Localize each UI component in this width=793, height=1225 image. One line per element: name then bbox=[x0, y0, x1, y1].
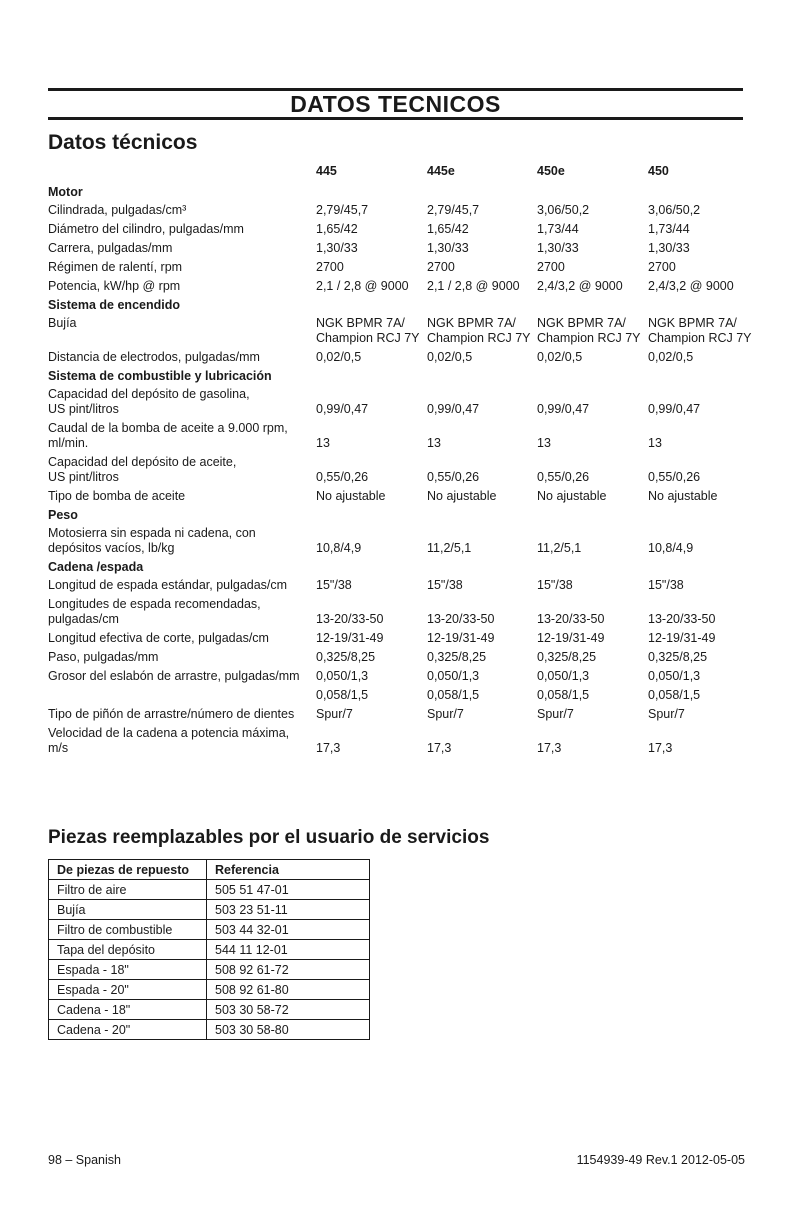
spec-value: 13 bbox=[427, 436, 441, 450]
table-row bbox=[49, 980, 370, 1000]
part-number: 503 30 58-72 bbox=[207, 1000, 370, 1020]
spec-row bbox=[48, 726, 768, 756]
part-name: Espada - 20" bbox=[49, 980, 207, 1000]
spec-row bbox=[48, 526, 768, 556]
part-number: 503 44 32-01 bbox=[207, 920, 370, 940]
spec-value: 0,325/8,25 bbox=[316, 650, 376, 664]
spec-value: 13 bbox=[316, 436, 330, 450]
spec-value: 12-19/31-49 bbox=[648, 631, 716, 645]
section-title-specs: Datos técnicos bbox=[48, 131, 198, 154]
spec-value: 0,050/1,3 bbox=[316, 669, 369, 683]
spec-value: 15"/38 bbox=[427, 578, 463, 592]
spec-row bbox=[48, 455, 768, 485]
spec-row bbox=[48, 350, 768, 365]
section-label: Peso bbox=[48, 508, 78, 522]
part-number: 508 92 61-80 bbox=[207, 980, 370, 1000]
spec-value: 1,65/42 bbox=[427, 222, 469, 236]
spec-value: 1,30/33 bbox=[316, 241, 358, 255]
spec-row bbox=[48, 631, 768, 646]
spec-value: 17,3 bbox=[648, 741, 673, 755]
spec-label: Longitudes de espada recomendadas, pulgadas/cm bbox=[48, 597, 261, 626]
spec-label: Longitud de espada estándar, pulgadas/cm bbox=[48, 578, 288, 592]
spec-value: 13-20/33-50 bbox=[648, 612, 716, 626]
spec-label: Paso, pulgadas/mm bbox=[48, 650, 159, 664]
spec-value: 17,3 bbox=[316, 741, 341, 755]
spec-value: 1,65/42 bbox=[316, 222, 358, 236]
part-number: 544 11 12-01 bbox=[207, 940, 370, 960]
spec-value: 3,06/50,2 bbox=[648, 203, 701, 217]
page-number: 98 – Spanish bbox=[48, 1153, 121, 1167]
spec-value: 0,325/8,25 bbox=[537, 650, 597, 664]
spec-value: 2,1 / 2,8 @ 9000 bbox=[316, 279, 409, 293]
spec-value: 0,058/1,5 bbox=[648, 688, 701, 702]
spec-label: Longitud efectiva de corte, pulgadas/cm bbox=[48, 631, 269, 645]
part-name: Cadena - 20" bbox=[49, 1020, 207, 1040]
spec-value: 2,79/45,7 bbox=[427, 203, 480, 217]
spec-label: Grosor del eslabón de arrastre, pulgadas/mm bbox=[48, 669, 300, 683]
spec-section-heading bbox=[48, 185, 768, 200]
part-number: 508 92 61-72 bbox=[207, 960, 370, 980]
spec-row bbox=[48, 707, 768, 722]
table-row bbox=[49, 880, 370, 900]
spec-label: Bujía bbox=[48, 316, 77, 330]
spec-value: 11,2/5,1 bbox=[537, 541, 582, 555]
spec-value: 2700 bbox=[537, 260, 565, 274]
spec-row bbox=[48, 387, 768, 417]
spec-section-heading bbox=[48, 508, 768, 523]
spec-value: 0,058/1,5 bbox=[427, 688, 480, 702]
spec-value: 13-20/33-50 bbox=[427, 612, 495, 626]
spec-value: 17,3 bbox=[427, 741, 452, 755]
spec-value: 0,050/1,3 bbox=[648, 669, 701, 683]
spec-value: Spur/7 bbox=[427, 707, 464, 721]
spec-row bbox=[48, 650, 768, 665]
spec-label: Capacidad del depósito de gasolina, US pint/litros bbox=[48, 387, 250, 416]
spec-section-heading bbox=[48, 298, 768, 313]
spec-label: Velocidad de la cadena a potencia máxima, m/s bbox=[48, 726, 290, 755]
table-row bbox=[49, 1020, 370, 1040]
model-name: 445e bbox=[427, 164, 455, 178]
spec-value: 15"/38 bbox=[648, 578, 684, 592]
spec-value: 2,4/3,2 @ 9000 bbox=[537, 279, 623, 293]
section-label: Motor bbox=[48, 185, 83, 199]
spec-row bbox=[48, 669, 768, 684]
spec-value: NGK BPMR 7A/ Champion RCJ 7Y bbox=[316, 316, 420, 345]
table-row bbox=[49, 960, 370, 980]
spec-value: 0,55/0,26 bbox=[537, 470, 590, 484]
spec-value: 0,55/0,26 bbox=[648, 470, 701, 484]
spec-value: 2700 bbox=[648, 260, 676, 274]
spec-value: No ajustable bbox=[648, 489, 718, 503]
spec-row bbox=[48, 279, 768, 294]
table-row bbox=[49, 940, 370, 960]
spec-value: 2,79/45,7 bbox=[316, 203, 369, 217]
part-number: 503 23 51-11 bbox=[207, 900, 370, 920]
spec-label: Caudal de la bomba de aceite a 9.000 rpm, ml/min. bbox=[48, 421, 288, 450]
spec-value: 15"/38 bbox=[316, 578, 352, 592]
spec-value: 0,99/0,47 bbox=[316, 402, 369, 416]
spec-value: Spur/7 bbox=[537, 707, 574, 721]
spec-row bbox=[48, 597, 768, 627]
parts-table bbox=[48, 859, 370, 1040]
model-header-row bbox=[48, 162, 768, 179]
part-number: 503 30 58-80 bbox=[207, 1020, 370, 1040]
spec-row bbox=[48, 241, 768, 256]
spec-value: 17,3 bbox=[537, 741, 562, 755]
spec-value: 1,30/33 bbox=[427, 241, 469, 255]
model-name: 450 bbox=[648, 164, 669, 178]
part-name: Filtro de aire bbox=[49, 880, 207, 900]
spec-label: Capacidad del depósito de aceite, US pint/litros bbox=[48, 455, 237, 484]
spec-value: 2,1 / 2,8 @ 9000 bbox=[427, 279, 520, 293]
spec-value: Spur/7 bbox=[316, 707, 353, 721]
spec-value: 1,73/44 bbox=[648, 222, 690, 236]
spec-value: 13 bbox=[648, 436, 662, 450]
spec-value: 2700 bbox=[316, 260, 344, 274]
spec-value: 0,050/1,3 bbox=[537, 669, 590, 683]
spec-value: 12-19/31-49 bbox=[537, 631, 605, 645]
spec-value: 0,02/0,5 bbox=[316, 350, 362, 364]
spec-value: 1,73/44 bbox=[537, 222, 579, 236]
spec-value: 13-20/33-50 bbox=[316, 612, 384, 626]
spec-row bbox=[48, 260, 768, 275]
spec-value: 0,55/0,26 bbox=[427, 470, 480, 484]
spec-value: 13 bbox=[537, 436, 551, 450]
part-name: Filtro de combustible bbox=[49, 920, 207, 940]
section-label: Cadena /espada bbox=[48, 560, 144, 574]
spec-value: 0,02/0,5 bbox=[427, 350, 473, 364]
column-header: De piezas de repuesto bbox=[49, 860, 207, 880]
section-title-parts: Piezas reemplazables por el usuario de servicios bbox=[48, 827, 490, 848]
specs-table bbox=[48, 162, 768, 760]
spec-row bbox=[48, 489, 768, 504]
spec-value: 0,99/0,47 bbox=[537, 402, 590, 416]
spec-label: Potencia, kW/hp @ rpm bbox=[48, 279, 181, 293]
page-title: DATOS TECNICOS bbox=[290, 91, 501, 117]
spec-value: 3,06/50,2 bbox=[537, 203, 590, 217]
column-header: Referencia bbox=[207, 860, 370, 880]
model-name: 445 bbox=[316, 164, 337, 178]
table-row bbox=[49, 900, 370, 920]
spec-value: 0,55/0,26 bbox=[316, 470, 369, 484]
part-name: Bujía bbox=[49, 900, 207, 920]
spec-row bbox=[48, 578, 768, 593]
spec-value: 1,30/33 bbox=[648, 241, 690, 255]
model-name: 450e bbox=[537, 164, 565, 178]
spec-value: 0,325/8,25 bbox=[427, 650, 487, 664]
spec-value: 12-19/31-49 bbox=[316, 631, 384, 645]
spec-value: 0,050/1,3 bbox=[427, 669, 480, 683]
spec-value: 13-20/33-50 bbox=[537, 612, 605, 626]
spec-value: 2700 bbox=[427, 260, 455, 274]
spec-value: 0,02/0,5 bbox=[648, 350, 694, 364]
spec-row bbox=[48, 421, 768, 451]
spec-value: NGK BPMR 7A/ Champion RCJ 7Y bbox=[537, 316, 641, 345]
spec-value: 0,02/0,5 bbox=[537, 350, 583, 364]
spec-label: Tipo de piñón de arrastre/número de dientes bbox=[48, 707, 295, 721]
spec-value: NGK BPMR 7A/ Champion RCJ 7Y bbox=[648, 316, 752, 345]
spec-value: 12-19/31-49 bbox=[427, 631, 495, 645]
parts-header-row bbox=[49, 860, 370, 880]
spec-section-heading bbox=[48, 560, 768, 575]
spec-value: No ajustable bbox=[537, 489, 607, 503]
spec-value: Spur/7 bbox=[648, 707, 685, 721]
spec-value: No ajustable bbox=[316, 489, 386, 503]
spec-value: 11,2/5,1 bbox=[427, 541, 472, 555]
header-rule-bottom bbox=[48, 117, 743, 120]
spec-label: Motosierra sin espada ni cadena, con depósitos vacíos, lb/kg bbox=[48, 526, 256, 555]
spec-label: Régimen de ralentí, rpm bbox=[48, 260, 183, 274]
table-row bbox=[49, 1000, 370, 1020]
section-label: Sistema de encendido bbox=[48, 298, 180, 312]
spec-row bbox=[48, 316, 768, 346]
spec-value: 0,058/1,5 bbox=[316, 688, 369, 702]
part-name: Tapa del depósito bbox=[49, 940, 207, 960]
spec-label: Cilindrada, pulgadas/cm³ bbox=[48, 203, 187, 217]
spec-value: 0,325/8,25 bbox=[648, 650, 708, 664]
spec-value: 0,99/0,47 bbox=[427, 402, 480, 416]
spec-value: 10,8/4,9 bbox=[316, 541, 362, 555]
spec-value: 1,30/33 bbox=[537, 241, 579, 255]
spec-value: 10,8/4,9 bbox=[648, 541, 694, 555]
section-label: Sistema de combustible y lubricación bbox=[48, 369, 272, 383]
spec-label: Distancia de electrodos, pulgadas/mm bbox=[48, 350, 260, 364]
spec-value: NGK BPMR 7A/ Champion RCJ 7Y bbox=[427, 316, 531, 345]
spec-section-heading bbox=[48, 369, 768, 384]
spec-value: 2,4/3,2 @ 9000 bbox=[648, 279, 734, 293]
spec-label: Diámetro del cilindro, pulgadas/mm bbox=[48, 222, 244, 236]
spec-value: 15"/38 bbox=[537, 578, 573, 592]
spec-label: Tipo de bomba de aceite bbox=[48, 489, 186, 503]
spec-value: No ajustable bbox=[427, 489, 497, 503]
table-row bbox=[49, 920, 370, 940]
document-reference: 1154939-49 Rev.1 2012-05-05 bbox=[576, 1153, 745, 1167]
spec-row bbox=[48, 203, 768, 218]
part-number: 505 51 47-01 bbox=[207, 880, 370, 900]
spec-row bbox=[48, 222, 768, 237]
spec-label: Carrera, pulgadas/mm bbox=[48, 241, 173, 255]
spec-row bbox=[48, 688, 768, 703]
part-name: Cadena - 18" bbox=[49, 1000, 207, 1020]
spec-value: 0,99/0,47 bbox=[648, 402, 701, 416]
part-name: Espada - 18" bbox=[49, 960, 207, 980]
spec-value: 0,058/1,5 bbox=[537, 688, 590, 702]
